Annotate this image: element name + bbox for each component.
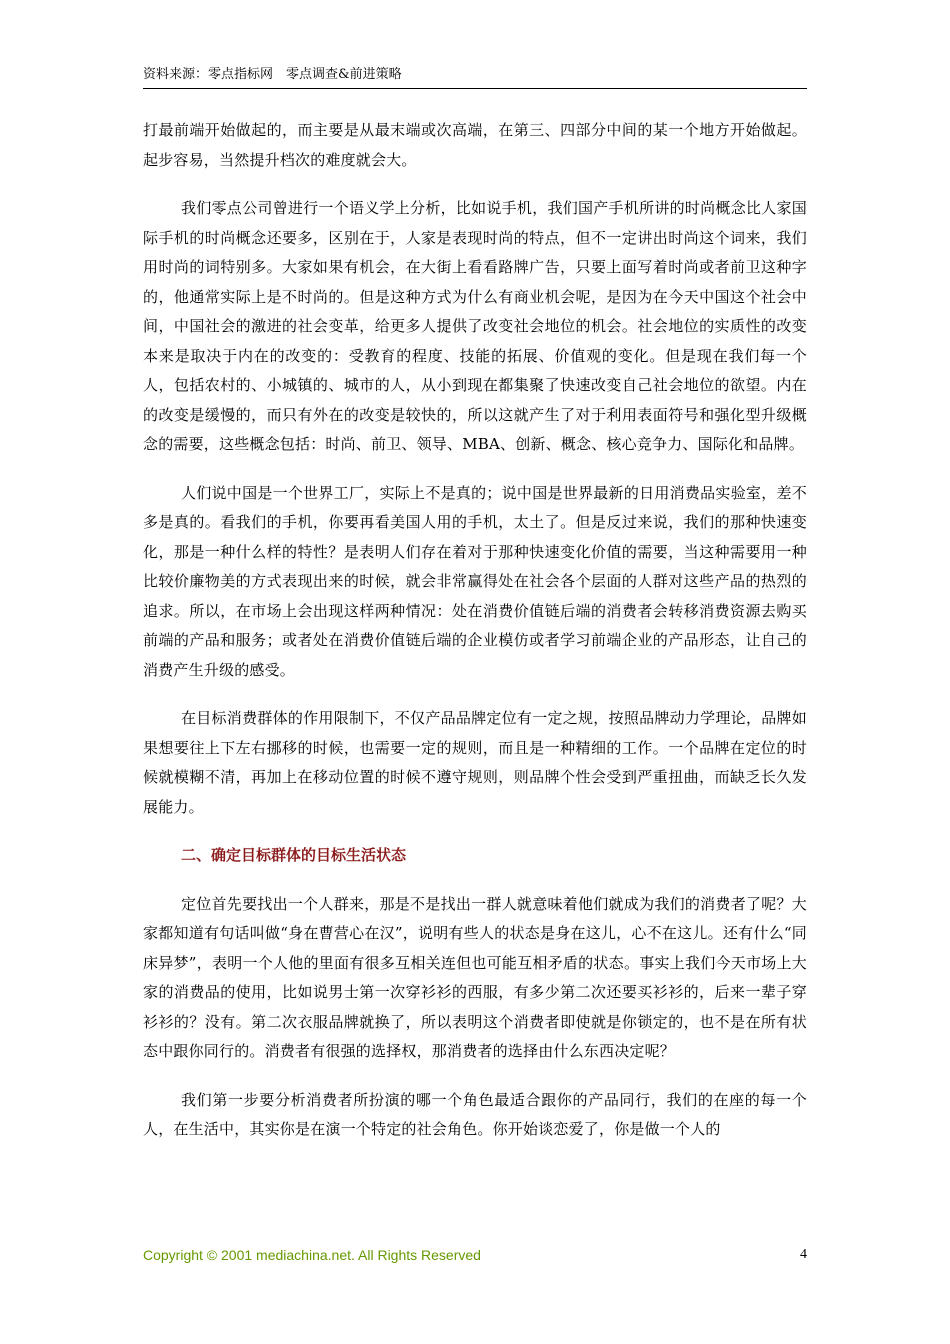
- paragraph-3: 人们说中国是一个世界工厂，实际上不是真的；说中国是世界最新的日用消费品实验室，差不多是真的。看我们的手机，你要再看美国人用的手机，太土了。但是反过来说，我们的那种快速变化，那是一种什么样的特性？是表明人们存在着对于那种快速变化价值的需要，当这种需要用一种比较价廉物美的方式表现出来的时候，就会非常赢得处在社会各个层面的人群对这些产品的热烈的追求。所以，在市场上会出现这样两种情况：处在消费价值链后端的消费者会转移消费资源去购买前端的产品和服务；或者处在消费价值链后端的企业模仿或者学习前端企业的产品形态，让自己的消费产生升级的感受。: [143, 483, 807, 679]
- section-heading: 二、确定目标群体的目标生活状态: [181, 846, 407, 864]
- header-divider: [143, 88, 807, 89]
- paragraph-5: 定位首先要找出一个人群来，那是不是找出一群人就意味着他们就成为我们的消费者了呢？大家都知道有句话叫做“身在曹营心在汉”，说明有些人的状态是身在这儿，心不在这儿。还有什么“同床异梦”，表明一个人他的里面有很多互相关连但也可能互相矛盾的状态。事实上我们今天市场上大家的消费品的使用，比如说男士第一次穿衫衫的西服，有多少第二次还要买衫衫的，后来一辈子穿衫衫的？没有。第二次衣服品牌就换了，所以表明这个消费者即使就是你锁定的，也不是在所有状态中跟你同行的。消费者有很强的选择权，那消费者的选择由什么东西决定呢？: [143, 894, 807, 1060]
- paragraph-6: 我们第一步要分析消费者所扮演的哪一个角色最适合跟你的产品同行，我们的在座的每一个人，在生活中，其实你是在演一个特定的社会角色。你开始谈恋爱了，你是做一个人的: [143, 1090, 807, 1138]
- copyright-notice: Copyright © 2001 mediachina.net. All Rights Reserved: [143, 1247, 481, 1263]
- document-body: [143, 116, 807, 1145]
- paragraph-1: 打最前端开始做起的，而主要是从最末端或次高端，在第三、四部分中间的某一个地方开始做起。起步容易，当然提升档次的难度就会大。: [143, 121, 807, 169]
- page-number: 4: [800, 1247, 807, 1262]
- paragraph-2: 我们零点公司曾进行一个语义学上分析，比如说手机，我们国产手机所讲的时尚概念比人家国际手机的时尚概念还要多，区别在于，人家是表现时尚的特点，但不一定讲出时尚这个词来，我们用时尚的词特别多。大家如果有机会，在大街上看看路牌广告，只要上面写着时尚或者前卫这种字的，他通常实际上是不时尚的。但是这种方式为什么有商业机会呢，是因为在今天中国这个社会中间，中国社会的激进的社会变革，给更多人提供了改变社会地位的机会。社会地位的实质性的改变本来是取决于内在的改变的：受教育的程度、技能的拓展、价值观的变化。但是现在我们每一个人，包括农村的、小城镇的、城市的人，从小到现在都集聚了快速改变自己社会地位的欲望。内在的改变是缓慢的，而只有外在的改变是较快的，所以这就产生了对于利用表面符号和强化型升级概念的需要，这些概念包括：时尚、前卫、领导、MBA、创新、概念、核心竞争力、国际化和品牌。: [143, 199, 807, 453]
- paragraph-4: 在目标消费群体的作用限制下，不仅产品品牌定位有一定之规，按照品牌动力学理论，品牌如果想要往上下左右挪移的时候，也需要一定的规则，而且是一种精细的工作。一个品牌在定位的时候就模糊不清，再加上在移动位置的时候不遵守规则，则品牌个性会受到严重扭曲，而缺乏长久发展能力。: [143, 709, 807, 816]
- page-header: 资料来源：零点指标网 零点调查&前进策略: [143, 67, 402, 82]
